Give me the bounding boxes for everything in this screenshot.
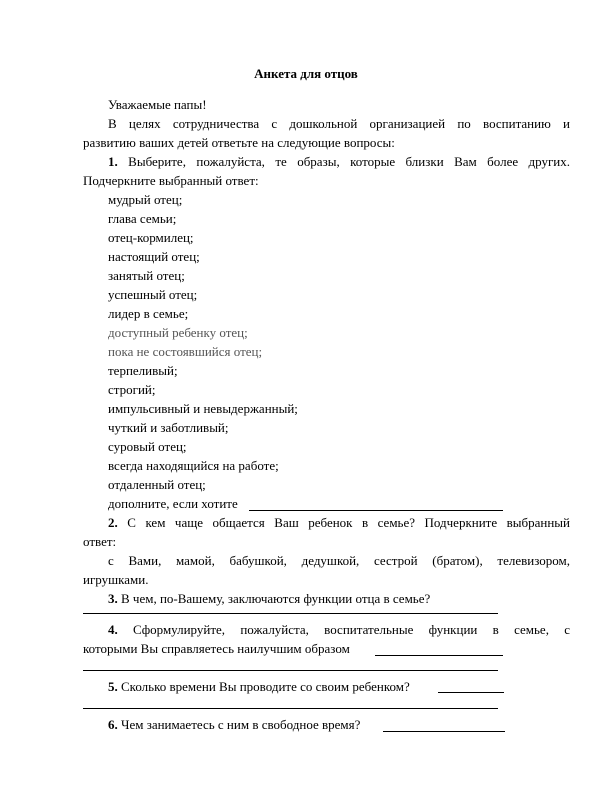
q1-option[interactable]: импульсивный и невыдержанный; (108, 401, 298, 416)
q1-option[interactable]: чуткий и заботливый; (108, 420, 229, 435)
q5-line (108, 677, 410, 696)
q2-answers-line-1[interactable]: с Вами, мамой, бабушкой, дедушкой, сестрой (братом), телевизором, (108, 553, 570, 568)
q1-option[interactable]: мудрый отец; (108, 192, 183, 207)
q1-line-2: Подчеркните выбранный ответ: (83, 173, 259, 188)
q1-option[interactable]: терпеливый; (108, 363, 178, 378)
q1-option[interactable]: успешный отец; (108, 287, 198, 302)
q3-number: 3. (108, 591, 118, 606)
q1-option[interactable]: глава семьи; (108, 211, 177, 226)
q1-option[interactable]: доступный ребенку отец; (108, 325, 248, 340)
q3-text: В чем, по-Вашему, заключаются функции отца в семье? (121, 591, 431, 606)
q1-option[interactable]: отдаленный отец; (108, 477, 206, 492)
q2-number: 2. (108, 515, 118, 530)
q1-number: 1. (108, 154, 118, 169)
q5-answer-line-2[interactable] (83, 708, 498, 709)
q3-line (108, 589, 430, 608)
q4-answer-line-2[interactable] (83, 670, 498, 671)
q2-text: С кем чаще общается Ваш ребенок в семье? Подчеркните выбранный (127, 515, 571, 530)
greeting: Уважаемые папы! (108, 97, 207, 112)
q6-number: 6. (108, 717, 118, 732)
q2-line-2: ответ: (83, 534, 117, 549)
q1-option[interactable]: занятый отец; (108, 268, 185, 283)
q5-number: 5. (108, 679, 118, 694)
q4-text: Сформулируйте, пожалуйста, воспитательные функции в семье, с (133, 622, 571, 637)
q1-other-answer-line[interactable] (249, 510, 503, 511)
q1-line-1 (108, 152, 570, 171)
q4-number: 4. (108, 622, 118, 637)
q3-answer-line[interactable] (83, 613, 498, 614)
intro-line-1: В целях сотрудничества с дошкольной организацией по воспитанию и (108, 116, 570, 131)
q1-option[interactable]: строгий; (108, 382, 156, 397)
q4-answer-line-1[interactable] (375, 655, 503, 656)
q1-option[interactable]: пока не состоявшийся отец; (108, 344, 263, 359)
q5-answer-line-1[interactable] (438, 692, 504, 693)
q5-text: Сколько времени Вы проводите со своим ребенком? (121, 679, 410, 694)
q2-answers-line-2[interactable]: игрушками. (83, 572, 149, 587)
q1-text: Выберите, пожалуйста, те образы, которые близки Вам более других. (128, 154, 571, 169)
q4-line-2: которыми Вы справляетесь наилучшим образом (83, 641, 350, 656)
q1-option[interactable]: суровый отец; (108, 439, 187, 454)
q6-text: Чем занимаетесь с ним в свободное время? (121, 717, 361, 732)
q1-other-label: дополните, если хотите (108, 496, 238, 511)
intro-line-2: развитию ваших детей ответьте на следующие вопросы: (83, 135, 395, 150)
q4-line-1 (108, 620, 570, 639)
q2-line-1 (108, 513, 570, 532)
q1-option[interactable]: настоящий отец; (108, 249, 200, 264)
q6-line (108, 715, 360, 734)
q6-answer-line[interactable] (383, 731, 505, 732)
q1-option[interactable]: лидер в семье; (108, 306, 189, 321)
q1-option[interactable]: отец-кормилец; (108, 230, 194, 245)
document-title: Анкета для отцов (254, 66, 358, 81)
q1-option[interactable]: всегда находящийся на работе; (108, 458, 279, 473)
